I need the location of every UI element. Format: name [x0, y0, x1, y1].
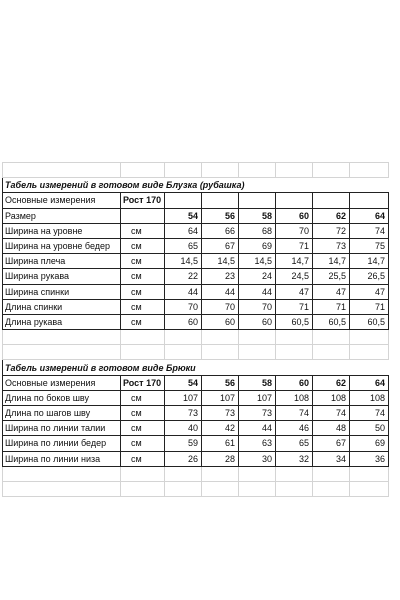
pants-main-row: [3, 375, 389, 390]
empty-cell: [350, 481, 389, 496]
blouse-rost: Рост 170: [121, 193, 165, 208]
value-cell: 48: [313, 421, 350, 436]
value-cell: 42: [202, 421, 239, 436]
value-cell: 60,5: [350, 314, 389, 329]
value-cell: 14,7: [276, 254, 313, 269]
value-cell: 74: [313, 406, 350, 421]
value-cell: 44: [239, 421, 276, 436]
value-cell: 32: [276, 451, 313, 466]
value-cell: 69: [239, 238, 276, 253]
value-cell: 108: [276, 390, 313, 405]
empty-cell: [350, 193, 389, 208]
value-cell: 71: [276, 238, 313, 253]
value-cell: 60,5: [276, 314, 313, 329]
value-cell: 65: [276, 436, 313, 451]
empty-cell: [276, 330, 313, 345]
empty-cell: [165, 163, 202, 178]
value-cell: 107: [202, 390, 239, 405]
row-label: Ширина на уровне бедер: [3, 238, 121, 253]
empty-cell: [202, 330, 239, 345]
pants-size-1: 56: [202, 375, 239, 390]
empty-cell: [121, 330, 165, 345]
empty-cell: [350, 163, 389, 178]
value-cell: 14,7: [350, 254, 389, 269]
row-unit: см: [121, 451, 165, 466]
row-unit: см: [121, 299, 165, 314]
row-label: Длина рукава: [3, 314, 121, 329]
value-cell: 24,5: [276, 269, 313, 284]
empty-cell: [165, 330, 202, 345]
value-cell: 70: [239, 299, 276, 314]
pants-size-2: 58: [239, 375, 276, 390]
row-label: Длина спинки: [3, 299, 121, 314]
value-cell: 74: [350, 406, 389, 421]
row-unit: см: [121, 269, 165, 284]
empty-cell: [3, 330, 121, 345]
empty-cell: [313, 330, 350, 345]
table-row: [3, 451, 389, 466]
empty-cell: [121, 466, 165, 481]
row-unit: см: [121, 223, 165, 238]
pants-title-row: [3, 360, 389, 375]
value-cell: 26,5: [350, 269, 389, 284]
row-label: Ширина по линии низа: [3, 451, 121, 466]
empty-cell: [202, 345, 239, 360]
empty-cell: [276, 193, 313, 208]
empty-cell: [313, 466, 350, 481]
value-cell: 47: [276, 284, 313, 299]
empty-cell: [313, 481, 350, 496]
pants-size-0: 54: [165, 375, 202, 390]
value-cell: 44: [165, 284, 202, 299]
row-unit: см: [121, 421, 165, 436]
empty-cell: [165, 345, 202, 360]
value-cell: 107: [165, 390, 202, 405]
value-cell: 108: [313, 390, 350, 405]
empty-cell: [239, 193, 276, 208]
pants-title: Табель измерений в готовом виде Брюки: [3, 360, 389, 375]
table-row: [3, 421, 389, 436]
empty-cell: [276, 163, 313, 178]
value-cell: 36: [350, 451, 389, 466]
value-cell: 73: [239, 406, 276, 421]
row-label: Длина по боков шву: [3, 390, 121, 405]
empty-cell: [3, 481, 121, 496]
empty-cell: [121, 163, 165, 178]
pants-main-label: Основные измерения: [3, 375, 121, 390]
value-cell: 74: [350, 223, 389, 238]
value-cell: 46: [276, 421, 313, 436]
empty-cell: [239, 330, 276, 345]
spacer-row: [3, 466, 389, 481]
measurement-sheet: [2, 162, 389, 497]
empty-cell: [350, 345, 389, 360]
table-row: [3, 436, 389, 451]
spacer-row: [3, 481, 389, 496]
pants-size-4: 62: [313, 375, 350, 390]
table-row: [3, 269, 389, 284]
blouse-size-0: 54: [165, 208, 202, 223]
blouse-size-5: 64: [350, 208, 389, 223]
empty-cell: [165, 481, 202, 496]
empty-cell: [313, 345, 350, 360]
table-row: [3, 284, 389, 299]
value-cell: 63: [239, 436, 276, 451]
row-unit: см: [121, 390, 165, 405]
empty-cell: [239, 163, 276, 178]
value-cell: 14,5: [202, 254, 239, 269]
spacer-row: [3, 163, 389, 178]
value-cell: 44: [239, 284, 276, 299]
value-cell: 70: [202, 299, 239, 314]
value-cell: 67: [313, 436, 350, 451]
value-cell: 59: [165, 436, 202, 451]
empty-cell: [276, 345, 313, 360]
value-cell: 34: [313, 451, 350, 466]
row-label: Ширина плеча: [3, 254, 121, 269]
pants-rost: Рост 170: [121, 375, 165, 390]
value-cell: 47: [350, 284, 389, 299]
blouse-size-4: 62: [313, 208, 350, 223]
value-cell: 73: [165, 406, 202, 421]
table-row: [3, 254, 389, 269]
blouse-size-3: 60: [276, 208, 313, 223]
pants-size-3: 60: [276, 375, 313, 390]
empty-cell: [276, 481, 313, 496]
value-cell: 14,7: [313, 254, 350, 269]
empty-cell: [313, 163, 350, 178]
blouse-main-row: [3, 193, 389, 208]
value-cell: 60: [165, 314, 202, 329]
spacer-row: [3, 330, 389, 345]
value-cell: 26: [165, 451, 202, 466]
row-unit: см: [121, 314, 165, 329]
value-cell: 14,5: [239, 254, 276, 269]
value-cell: 64: [165, 223, 202, 238]
empty-cell: [121, 208, 165, 223]
blouse-main-label: Основные измерения: [3, 193, 121, 208]
value-cell: 67: [202, 238, 239, 253]
value-cell: 66: [202, 223, 239, 238]
blouse-size-1: 56: [202, 208, 239, 223]
sheet-body: [3, 163, 389, 497]
table-row: [3, 406, 389, 421]
empty-cell: [239, 466, 276, 481]
row-label: Ширина по линии бедер: [3, 436, 121, 451]
value-cell: 69: [350, 436, 389, 451]
spreadsheet: [0, 162, 400, 497]
value-cell: 23: [202, 269, 239, 284]
empty-cell: [350, 466, 389, 481]
table-row: [3, 223, 389, 238]
value-cell: 40: [165, 421, 202, 436]
row-label: Ширина рукава: [3, 269, 121, 284]
value-cell: 68: [239, 223, 276, 238]
row-label: Ширина по линии талии: [3, 421, 121, 436]
value-cell: 60: [202, 314, 239, 329]
empty-cell: [202, 163, 239, 178]
value-cell: 71: [276, 299, 313, 314]
empty-cell: [239, 481, 276, 496]
blouse-size-label: Размер: [3, 208, 121, 223]
pants-size-5: 64: [350, 375, 389, 390]
empty-cell: [3, 163, 121, 178]
row-unit: см: [121, 254, 165, 269]
empty-cell: [3, 345, 121, 360]
empty-cell: [121, 481, 165, 496]
value-cell: 70: [276, 223, 313, 238]
empty-cell: [165, 193, 202, 208]
value-cell: 71: [313, 299, 350, 314]
value-cell: 72: [313, 223, 350, 238]
value-cell: 73: [202, 406, 239, 421]
row-unit: см: [121, 406, 165, 421]
value-cell: 22: [165, 269, 202, 284]
blouse-title-row: [3, 178, 389, 193]
row-unit: см: [121, 436, 165, 451]
table-row: [3, 390, 389, 405]
value-cell: 25,5: [313, 269, 350, 284]
value-cell: 47: [313, 284, 350, 299]
value-cell: 65: [165, 238, 202, 253]
value-cell: 71: [350, 299, 389, 314]
value-cell: 60,5: [313, 314, 350, 329]
value-cell: 50: [350, 421, 389, 436]
value-cell: 28: [202, 451, 239, 466]
value-cell: 107: [239, 390, 276, 405]
value-cell: 30: [239, 451, 276, 466]
row-unit: см: [121, 284, 165, 299]
spacer-row: [3, 345, 389, 360]
value-cell: 70: [165, 299, 202, 314]
value-cell: 14,5: [165, 254, 202, 269]
value-cell: 74: [276, 406, 313, 421]
value-cell: 75: [350, 238, 389, 253]
row-label: Длина по шагов шву: [3, 406, 121, 421]
blouse-title: Табель измерений в готовом виде Блузка (рубашка): [3, 178, 389, 193]
empty-cell: [313, 193, 350, 208]
row-label: Ширина спинки: [3, 284, 121, 299]
empty-cell: [350, 330, 389, 345]
value-cell: 73: [313, 238, 350, 253]
value-cell: 44: [202, 284, 239, 299]
empty-cell: [202, 193, 239, 208]
empty-cell: [3, 466, 121, 481]
blouse-size-row: [3, 208, 389, 223]
value-cell: 61: [202, 436, 239, 451]
empty-cell: [239, 345, 276, 360]
table-row: [3, 299, 389, 314]
value-cell: 108: [350, 390, 389, 405]
table-row: [3, 238, 389, 253]
row-label: Ширина на уровне: [3, 223, 121, 238]
table-row: [3, 314, 389, 329]
row-unit: см: [121, 238, 165, 253]
empty-cell: [165, 466, 202, 481]
empty-cell: [276, 466, 313, 481]
empty-cell: [202, 481, 239, 496]
empty-cell: [202, 466, 239, 481]
value-cell: 24: [239, 269, 276, 284]
blouse-size-2: 58: [239, 208, 276, 223]
value-cell: 60: [239, 314, 276, 329]
empty-cell: [121, 345, 165, 360]
